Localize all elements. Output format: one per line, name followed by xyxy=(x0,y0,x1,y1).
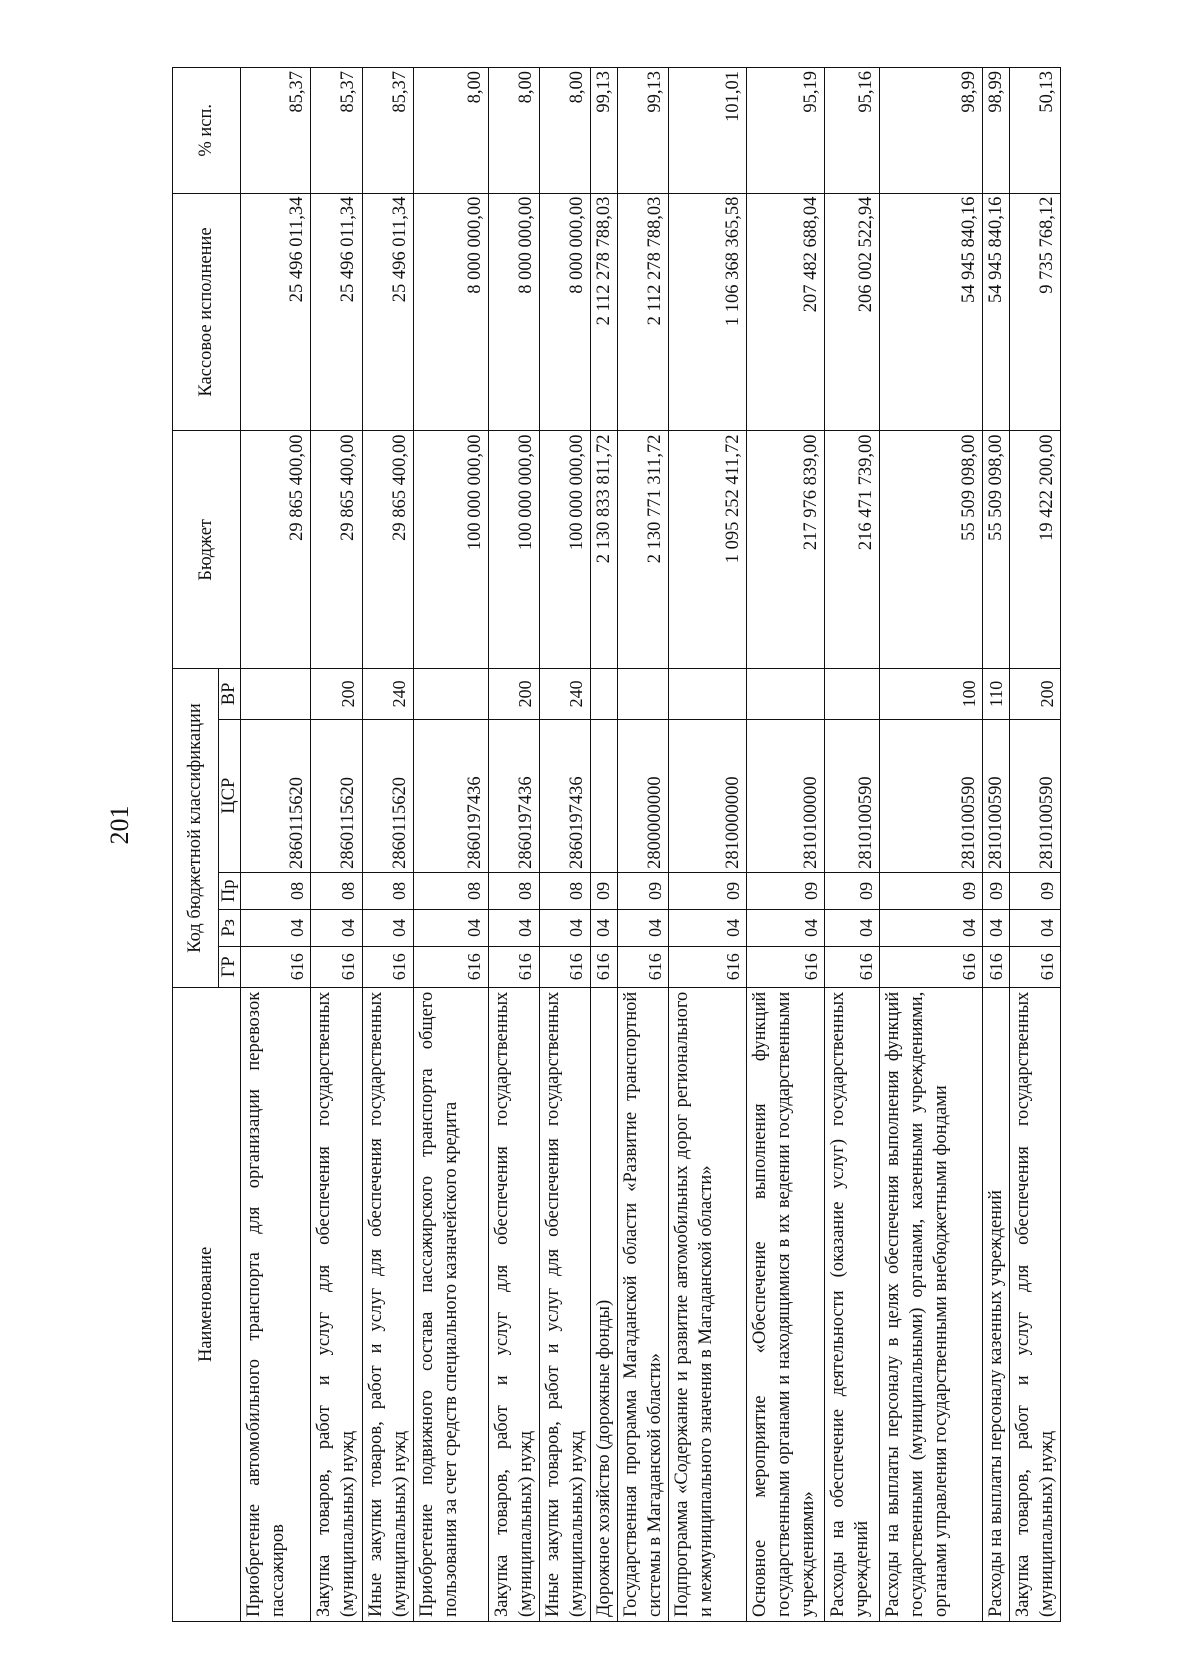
row-csr: 2810000000 xyxy=(668,719,746,872)
row-name: Приобретение автомобильного транспорта для организации перевозок пассажиров xyxy=(241,987,311,1621)
header-vr: ВР xyxy=(219,669,241,719)
row-budget: 100 000 000,00 xyxy=(488,431,539,669)
row-vr: 240 xyxy=(362,669,413,719)
row-rz: 04 xyxy=(362,909,413,946)
row-pr: 08 xyxy=(311,872,362,909)
row-budget: 29 865 400,00 xyxy=(311,431,362,669)
row-budget: 1 095 252 411,72 xyxy=(668,431,746,669)
row-pr: 09 xyxy=(879,872,982,909)
row-budget: 216 471 739,00 xyxy=(824,431,879,669)
header-name: Наименование xyxy=(173,987,241,1621)
row-cash: 2 112 278 788,03 xyxy=(617,193,668,431)
row-pct: 85,37 xyxy=(362,68,413,194)
row-cash: 9 735 768,12 xyxy=(1009,193,1060,431)
row-vr: 240 xyxy=(539,669,590,719)
row-csr: 2860197436 xyxy=(539,719,590,872)
row-csr: 2800000000 xyxy=(617,719,668,872)
row-pct: 50,13 xyxy=(1009,68,1060,194)
row-cash: 206 002 522,94 xyxy=(824,193,879,431)
header-budget: Бюджет xyxy=(173,431,241,669)
header-rz: Рз xyxy=(219,909,241,946)
row-csr: 2860115620 xyxy=(362,719,413,872)
row-gr: 616 xyxy=(488,946,539,987)
row-pr: 08 xyxy=(362,872,413,909)
row-pr: 08 xyxy=(413,872,488,909)
table-row xyxy=(488,68,539,1622)
row-vr xyxy=(668,669,746,719)
row-pct: 98,99 xyxy=(879,68,982,194)
row-pr: 09 xyxy=(617,872,668,909)
row-name: Приобретение подвижного состава пассажирского транспорта общего пользования за счет средств специального казначейского кредита xyxy=(413,987,488,1621)
row-pr: 08 xyxy=(241,872,311,909)
row-vr: 200 xyxy=(488,669,539,719)
row-rz: 04 xyxy=(668,909,746,946)
row-csr: 2810100000 xyxy=(746,719,824,872)
row-pr: 09 xyxy=(982,872,1009,909)
row-rz: 04 xyxy=(746,909,824,946)
row-name: Закупка товаров, работ и услуг для обеспечения государственных (муниципальных) нужд xyxy=(311,987,362,1621)
row-name: Дорожное хозяйство (дорожные фонды) xyxy=(590,987,617,1621)
row-pr: 08 xyxy=(539,872,590,909)
row-pct: 8,00 xyxy=(413,68,488,194)
table-row xyxy=(241,68,311,1622)
table-row xyxy=(311,68,362,1622)
row-name: Расходы на обеспечение деятельности (оказание услуг) государственных учреждений xyxy=(824,987,879,1621)
row-gr: 616 xyxy=(362,946,413,987)
row-vr xyxy=(413,669,488,719)
row-budget: 29 865 400,00 xyxy=(362,431,413,669)
table-row xyxy=(617,68,668,1622)
row-cash: 8 000 000,00 xyxy=(539,193,590,431)
row-name: Подпрограмма «Содержание и развитие автомобильных дорог регионального и межмуниципального значения в Магаданской области» xyxy=(668,987,746,1621)
row-gr: 616 xyxy=(590,946,617,987)
row-cash: 8 000 000,00 xyxy=(413,193,488,431)
table-row xyxy=(879,68,982,1622)
row-vr xyxy=(617,669,668,719)
row-pr: 09 xyxy=(746,872,824,909)
row-name: Закупка товаров, работ и услуг для обеспечения государственных (муниципальных) нужд xyxy=(1009,987,1060,1621)
row-rz: 04 xyxy=(879,909,982,946)
row-vr: 100 xyxy=(879,669,982,719)
row-rz: 04 xyxy=(488,909,539,946)
table-header xyxy=(173,68,241,1622)
row-rz: 04 xyxy=(311,909,362,946)
row-vr xyxy=(824,669,879,719)
table-row xyxy=(668,68,746,1622)
row-cash: 54 945 840,16 xyxy=(879,193,982,431)
row-vr: 200 xyxy=(311,669,362,719)
row-rz: 04 xyxy=(241,909,311,946)
header-gr: ГР xyxy=(219,946,241,987)
row-vr xyxy=(590,669,617,719)
row-budget: 2 130 833 811,72 xyxy=(590,431,617,669)
row-budget: 100 000 000,00 xyxy=(413,431,488,669)
row-gr: 616 xyxy=(982,946,1009,987)
row-pct: 101,01 xyxy=(668,68,746,194)
row-cash: 1 106 368 365,58 xyxy=(668,193,746,431)
row-csr: 2860115620 xyxy=(311,719,362,872)
row-gr: 616 xyxy=(746,946,824,987)
row-cash: 54 945 840,16 xyxy=(982,193,1009,431)
row-gr: 616 xyxy=(879,946,982,987)
table-row xyxy=(362,68,413,1622)
rotated-page-content xyxy=(172,67,1192,1622)
row-gr: 616 xyxy=(617,946,668,987)
row-rz: 04 xyxy=(824,909,879,946)
row-pct: 99,13 xyxy=(617,68,668,194)
row-pct: 85,37 xyxy=(311,68,362,194)
row-csr: 2860115620 xyxy=(241,719,311,872)
row-pct: 8,00 xyxy=(539,68,590,194)
row-csr: 2810100590 xyxy=(879,719,982,872)
row-cash: 25 496 011,34 xyxy=(362,193,413,431)
row-gr: 616 xyxy=(1009,946,1060,987)
row-csr: 2810100590 xyxy=(1009,719,1060,872)
header-cash: Кассовое исполнение xyxy=(173,193,241,431)
header-pct: % исп. xyxy=(173,68,241,194)
row-rz: 04 xyxy=(1009,909,1060,946)
row-csr: 2860197436 xyxy=(488,719,539,872)
row-pct: 99,13 xyxy=(590,68,617,194)
table-row xyxy=(982,68,1009,1622)
row-gr: 616 xyxy=(824,946,879,987)
table-row xyxy=(824,68,879,1622)
row-gr: 616 xyxy=(413,946,488,987)
page-number: 201 xyxy=(105,805,134,845)
header-pr: Пр xyxy=(219,872,241,909)
row-pct: 95,16 xyxy=(824,68,879,194)
budget-table xyxy=(172,67,1061,1622)
row-gr: 616 xyxy=(668,946,746,987)
header-code-group: Код бюджетной классификации xyxy=(173,669,219,987)
row-rz: 04 xyxy=(539,909,590,946)
row-csr: 2860197436 xyxy=(413,719,488,872)
row-pct: 95,19 xyxy=(746,68,824,194)
row-rz: 04 xyxy=(413,909,488,946)
row-budget: 55 509 098,00 xyxy=(879,431,982,669)
table-body xyxy=(241,68,1061,1622)
row-name: Закупка товаров, работ и услуг для обеспечения государственных (муниципальных) нужд xyxy=(488,987,539,1621)
table-row xyxy=(413,68,488,1622)
row-vr: 200 xyxy=(1009,669,1060,719)
row-pr: 09 xyxy=(1009,872,1060,909)
row-pr: 08 xyxy=(488,872,539,909)
row-rz: 04 xyxy=(982,909,1009,946)
row-gr: 616 xyxy=(241,946,311,987)
row-name: Расходы на выплаты персоналу в целях обеспечения выполнения функций государственными (муниципальными) органами, казенными учреждениями, органами управления государственными внебюджетными фондами xyxy=(879,987,982,1621)
row-vr xyxy=(241,669,311,719)
row-budget: 29 865 400,00 xyxy=(241,431,311,669)
row-pr: 09 xyxy=(824,872,879,909)
row-cash: 8 000 000,00 xyxy=(488,193,539,431)
row-budget: 217 976 839,00 xyxy=(746,431,824,669)
row-vr: 110 xyxy=(982,669,1009,719)
row-budget: 2 130 771 311,72 xyxy=(617,431,668,669)
row-rz: 04 xyxy=(617,909,668,946)
row-csr xyxy=(590,719,617,872)
row-gr: 616 xyxy=(311,946,362,987)
row-name: Основное мероприятие «Обеспечение выполнения функций государственными органами и находящимися в их ведении государственными учреждениями» xyxy=(746,987,824,1621)
row-csr: 2810100590 xyxy=(824,719,879,872)
row-pct: 85,37 xyxy=(241,68,311,194)
row-gr: 616 xyxy=(539,946,590,987)
table-row xyxy=(590,68,617,1622)
row-cash: 25 496 011,34 xyxy=(311,193,362,431)
row-budget: 55 509 098,00 xyxy=(982,431,1009,669)
row-name: Иные закупки товаров, работ и услуг для обеспечения государственных (муниципальных) нужд xyxy=(362,987,413,1621)
row-vr xyxy=(746,669,824,719)
row-cash: 25 496 011,34 xyxy=(241,193,311,431)
row-pct: 98,99 xyxy=(982,68,1009,194)
row-pr: 09 xyxy=(590,872,617,909)
row-rz: 04 xyxy=(590,909,617,946)
row-csr: 2810100590 xyxy=(982,719,1009,872)
row-cash: 207 482 688,04 xyxy=(746,193,824,431)
row-budget: 100 000 000,00 xyxy=(539,431,590,669)
row-pr: 09 xyxy=(668,872,746,909)
row-cash: 2 112 278 788,03 xyxy=(590,193,617,431)
header-csr: ЦСР xyxy=(219,719,241,872)
table-row xyxy=(1009,68,1060,1622)
row-name: Иные закупки товаров, работ и услуг для обеспечения государственных (муниципальных) нужд xyxy=(539,987,590,1621)
table-row xyxy=(539,68,590,1622)
table-row xyxy=(746,68,824,1622)
row-pct: 8,00 xyxy=(488,68,539,194)
row-budget: 19 422 200,00 xyxy=(1009,431,1060,669)
row-name: Расходы на выплаты персоналу казенных учреждений xyxy=(982,987,1009,1621)
row-name: Государственная программа Магаданской области «Развитие транспортной системы в Магаданской области» xyxy=(617,987,668,1621)
